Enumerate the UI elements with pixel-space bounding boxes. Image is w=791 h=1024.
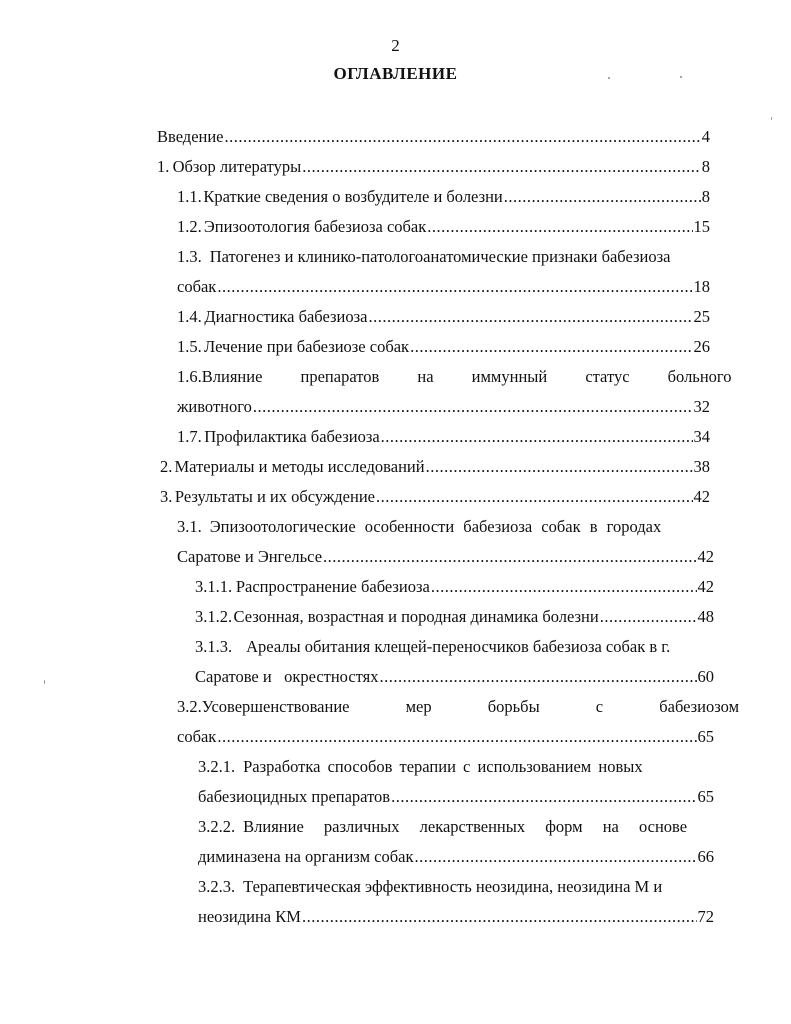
toc-entry-3-1 [177, 512, 714, 572]
toc-entry-title: Результаты и их обсуждение [174, 487, 375, 506]
dot-leader [504, 182, 701, 212]
table-of-contents [0, 122, 791, 932]
toc-entry-title-cont: Саратове и Энгельсе [177, 547, 323, 566]
toc-entry-title: Материалы и методы исследований [174, 457, 425, 476]
toc-entry-3-2 [177, 692, 740, 752]
toc-page-ref: 42 [693, 487, 710, 506]
toc-page-ref: 65 [697, 787, 714, 806]
toc-page-ref: 72 [697, 907, 714, 926]
toc-entry-title-cont: диминазена на организм собак [198, 847, 414, 866]
toc-entry-1-3 [177, 242, 710, 302]
toc-entry-title-cont: собак [177, 727, 217, 746]
toc-entry-3 [160, 482, 710, 512]
dot-leader [302, 152, 701, 182]
toc-entry-title: Обзор литературы [172, 157, 302, 176]
toc-page-ref: 60 [697, 667, 714, 686]
toc-entry-number: 1.3. [177, 247, 202, 266]
scan-speck [680, 76, 682, 78]
dot-leader [376, 482, 693, 512]
toc-page-ref: 38 [693, 457, 710, 476]
dot-leader [323, 542, 696, 572]
toc-entry-1-1 [177, 182, 710, 212]
toc-page-ref: 42 [697, 547, 714, 566]
toc-page-ref: 48 [697, 607, 714, 626]
toc-entry-number: 3.1. [177, 517, 202, 536]
dot-leader [368, 302, 692, 332]
toc-entry-title: Ареалы обитания клещей-переносчиков бабезиоза собак в г. [246, 637, 671, 656]
dot-leader [253, 392, 693, 422]
toc-entry-title: Патогенез и клинико-патологоанатомические признаки бабезиоза [209, 247, 671, 266]
toc-entry-1-2 [177, 212, 710, 242]
toc-entry-1 [157, 152, 710, 182]
toc-entry-1-6 [177, 362, 732, 422]
toc-entry-title: Эпизоотологические особенности бабезиоза собак в городах [209, 517, 662, 536]
toc-entry-title: Влияние различных лекарственных форм на основе [243, 817, 688, 836]
dot-leader [217, 272, 692, 302]
toc-entry-title-cont: Саратове и окрестностях [195, 667, 379, 686]
dot-leader [217, 722, 696, 752]
toc-entry-number: 1. [157, 157, 170, 176]
scan-speck [771, 117, 772, 120]
toc-page-ref: 15 [693, 217, 710, 236]
toc-entry-number: 1.4. [177, 307, 202, 326]
dot-leader [410, 332, 692, 362]
dot-leader [225, 122, 701, 152]
toc-entry-title-cont: неозидина КМ [198, 907, 301, 926]
toc-entry-3-1-3 [195, 632, 714, 692]
toc-entry-number: 1.1. [177, 187, 202, 206]
toc-page-ref: 8 [701, 157, 710, 176]
toc-page-ref: 8 [701, 187, 710, 206]
toc-entry-number: 3.1.3. [195, 637, 233, 656]
toc-entry-title: Введение [157, 127, 224, 146]
toc-entry-3-1-2 [195, 602, 714, 632]
toc-page-ref: 18 [693, 277, 710, 296]
toc-entry-number: 3.2.1. [198, 757, 236, 776]
toc-entry-number: 1.5. [177, 337, 202, 356]
toc-page-ref: 25 [693, 307, 710, 326]
toc-entry-title-cont: животного [177, 397, 252, 416]
toc-page-ref: 65 [697, 727, 714, 746]
dot-leader [600, 602, 697, 632]
dot-leader [426, 452, 693, 482]
dot-leader [302, 902, 697, 932]
toc-entry-title-cont: бабезиоцидных препаратов [198, 787, 391, 806]
toc-entry-number: 1.6. [177, 367, 202, 386]
toc-entry-title: Эпизоотология бабезиоза собак [203, 217, 427, 236]
toc-entry-number: 1.2. [177, 217, 202, 236]
toc-entry-3-2-1 [198, 752, 714, 812]
scan-speck [44, 680, 45, 684]
toc-entry-title: Сезонная, возрастная и породная динамика болезни [233, 607, 599, 626]
toc-entry-title: Влияние препаратов на иммунный статус больного [201, 367, 732, 386]
page-title: ОГЛАВЛЕНИЕ [333, 64, 458, 83]
toc-page-ref: 42 [697, 577, 714, 596]
toc-page-ref: 66 [697, 847, 714, 866]
toc-entry-title: Терапевтическая эффективность неозидина, неозидина М и [243, 877, 663, 896]
toc-entry-number: 1.7. [177, 427, 202, 446]
dot-leader [414, 842, 696, 872]
toc-entry-1-7 [177, 422, 710, 452]
toc-page-ref: 4 [701, 127, 710, 146]
toc-entry-title: Разработка способов терапии с использованием новых [243, 757, 643, 776]
toc-entry-3-1-1 [195, 572, 714, 602]
toc-page-ref: 34 [693, 427, 710, 446]
toc-entry-number: 3.2.2. [198, 817, 236, 836]
dot-leader [380, 662, 697, 692]
toc-entry-title: Диагностика бабезиоза [204, 307, 368, 326]
toc-entry-number: 3.2.3. [198, 877, 236, 896]
toc-entry-1-5 [177, 332, 710, 362]
toc-entry-2 [160, 452, 710, 482]
dot-leader [431, 572, 697, 602]
toc-entry-number: 3.1.2. [195, 607, 233, 626]
toc-entry-title-cont: собак [177, 277, 217, 296]
toc-entry-number: 3.2. [177, 697, 202, 716]
dot-leader [427, 212, 692, 242]
toc-entry-number: 3.1.1. [195, 577, 233, 596]
toc-entry-title: Краткие сведения о возбудителе и болезни [203, 187, 503, 206]
toc-entry-1-4 [177, 302, 710, 332]
toc-page-ref: 32 [693, 397, 710, 416]
dot-leader [381, 422, 693, 452]
toc-entry-title: Лечение при бабезиозе собак [204, 337, 410, 356]
toc-entry-number: 3. [160, 487, 173, 506]
scan-speck [608, 77, 610, 79]
dot-leader [391, 782, 696, 812]
toc-entry-title: Распространение бабезиоза [235, 577, 430, 596]
toc-entry-number: 2. [160, 457, 173, 476]
toc-entry-title: Профилактика бабезиоза [204, 427, 380, 446]
toc-entry-3-2-3 [198, 872, 714, 932]
toc-entry-title: Усовершенствование мер борьбы с бабезиозом [201, 697, 740, 716]
toc-entry-3-2-2 [198, 812, 714, 872]
toc-entry-intro [157, 122, 710, 152]
page-number: 2 [391, 36, 400, 55]
toc-page-ref: 26 [693, 337, 710, 356]
